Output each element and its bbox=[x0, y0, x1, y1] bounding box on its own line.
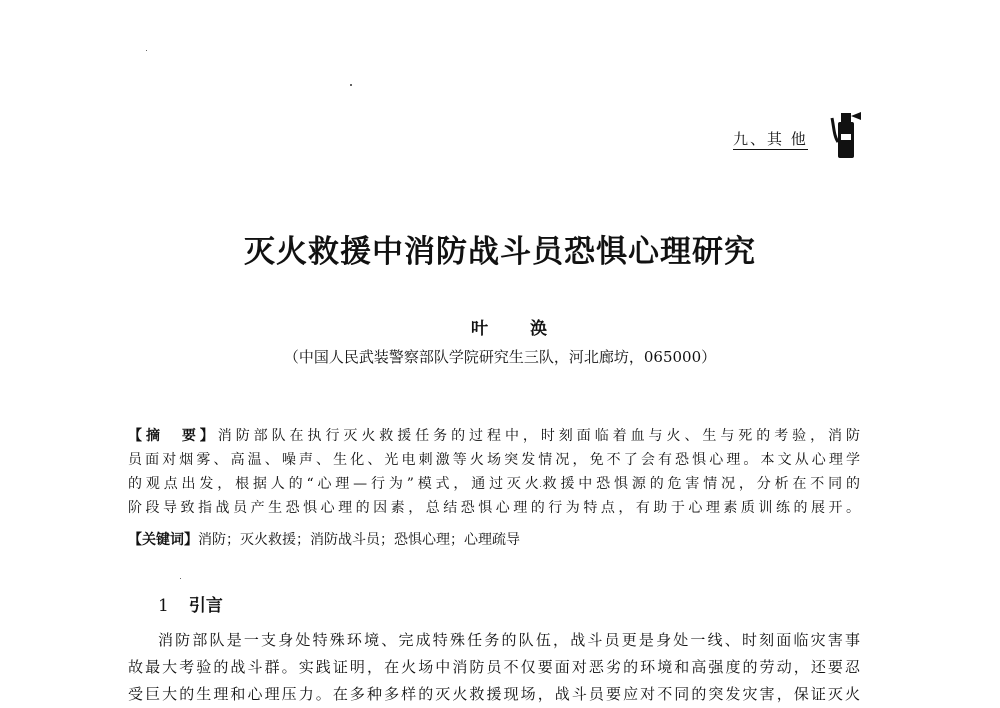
scan-speck bbox=[180, 578, 181, 579]
keywords-label: 【关键词】 bbox=[128, 532, 198, 548]
abstract-line: 员面对烟雾、高温、噪声、生化、光电刺激等火场突发情况，免不了会有恐惧心理。本文从心理学 bbox=[128, 452, 860, 468]
paper-title: 灭火救援中消防战斗员恐惧心理研究 bbox=[244, 234, 756, 270]
section-body bbox=[128, 627, 860, 708]
abstract-line: 【摘 要】消防部队在执行灭火救援任务的过程中，时刻面临着血与火、生与死的考验，消防 bbox=[128, 428, 860, 444]
scan-speck bbox=[146, 50, 147, 51]
fire-extinguisher-icon bbox=[830, 108, 864, 160]
author-affiliation: （中国人民武装警察部队学院研究生三队，河北廊坊，065000） bbox=[283, 348, 717, 366]
section-heading bbox=[158, 591, 223, 616]
abstract-line: 阶段导致指战员产生恐惧心理的因素，总结恐惧心理的行为特点，有助于心理素质训练的展开。 bbox=[128, 500, 860, 516]
body-line: 故最大考验的战斗群。实践证明，在火场中消防员不仅要面对恶劣的环境和高强度的劳动，还要忍 bbox=[128, 658, 860, 676]
keywords bbox=[128, 528, 520, 552]
abstract-line: 的观点出发，根据人的“心理—行为”模式，通过灭火救援中恐惧源的危害情况，分析在不同的 bbox=[128, 476, 860, 492]
keywords-text: 消防；灭火救援；消防战斗员；恐惧心理；心理疏导 bbox=[198, 532, 520, 548]
section-number: 1 bbox=[158, 596, 169, 616]
body-line: 消防部队是一支身处特殊环境、完成特殊任务的队伍，战斗员更是身处一线、时刻面临灾害事 bbox=[158, 631, 860, 649]
abstract bbox=[128, 424, 860, 520]
scan-speck bbox=[350, 84, 352, 86]
body-line: 受巨大的生理和心理压力。在多种多样的灭火救援现场，战斗员要应对不同的突发灾害，保证灭火 bbox=[128, 685, 860, 703]
section-tag: 九、其 他 bbox=[733, 130, 808, 148]
abstract-label: 【摘 要】 bbox=[128, 428, 218, 444]
author-name: 叶 涣 bbox=[471, 319, 565, 339]
section-title: 引言 bbox=[188, 596, 223, 616]
